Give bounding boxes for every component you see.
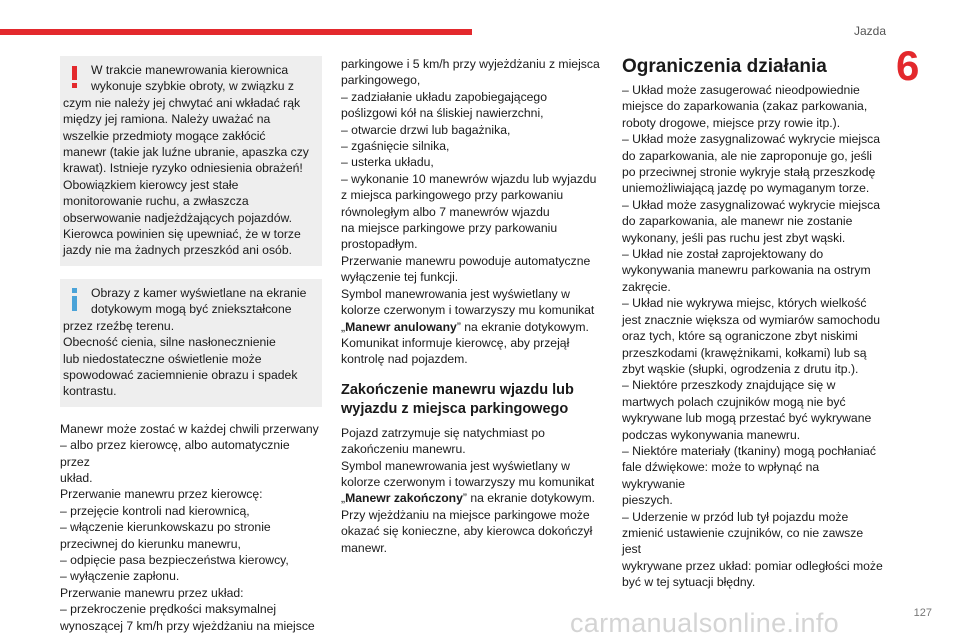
info-text: Obrazy z kamer wyświetlane na ekranie dotykowym mogą być zniekształcone przez rzeźbę terenu. Obecność cienia, silne nasłonecznienie lub niedostateczne oświetlenie może spowodować zaciemnienie obrazu i spadek kontrastu. [63, 285, 307, 399]
message-cancelled: Manewr anulowany [345, 319, 457, 334]
message-cancelled-rest: ” na ekranie dotykowym. Komunikat informuje kierowcę, aby przejął kontrolę nad pojazdem. [341, 319, 589, 367]
subheading-maneuver-end: Zakończenie manewru wjazdu lub wyjazdu z miejsca parkingowego [341, 381, 574, 417]
running-header-title: Jazda [853, 24, 886, 38]
info-icon [63, 285, 85, 315]
chapter-number: 6 [896, 42, 920, 89]
page-number: 127 [913, 607, 932, 619]
column-left [60, 56, 322, 634]
middle-body-part-1 [341, 56, 603, 368]
warning-box [60, 56, 322, 266]
maneuver-interruption-text: Manewr może zostać w każdej chwili przerwany – albo przez kierowcę, albo automatycznie przez układ. Przerwanie manewru przez kierowcę: – przejęcie kontroli nad kierownicą, – włączenie kierunkowskazu po stronie przeciwnej do kierunku manewru, – odpięcie pasa bezpieczeństwa kierowcy, – wyłączenie zapłonu. Przerwanie manewru przez układ: – przekroczenie prędkości maksymalnej wynoszącej 7 km/h przy wjeżdżaniu na miejsce [60, 421, 319, 633]
quote-open-2: „ [341, 491, 346, 506]
message-completed-rest: ” na ekranie dotykowym. Przy wjeżdżaniu na miejsce parkingowe może okazać się konieczne, aby kierowca dokończył manewr. [341, 491, 595, 555]
header-accent-bar [0, 29, 472, 35]
warning-exclamation-icon [63, 62, 85, 92]
message-completed: Manewr zakończony [345, 491, 463, 506]
middle-body-text-1: parkingowe i 5 km/h przy wyjeżdżaniu z miejsca parkingowego, – zadziałanie układu zapobiegającego poślizgowi kół na śliskiej nawierzchni, – otwarcie drzwi lub bagażnika, – zgaśnięcie silnika, – usterka układu, – wykonanie 10 manewrów wjazdu lub wyjazdu z miejsca parkingowego przy parkowaniu równoległym albo 7 manewrów wjazdu na miejsce parkingowe przy parkowaniu prostopadłym. Przerwanie manewru powoduje automatyczne wyłączenie tej funkcji. Symbol manewrowania jest wyświetlany w kolorze czerwonym i towarzyszy mu komunikat [341, 57, 600, 318]
info-box [60, 279, 322, 407]
middle-body-part-2 [341, 425, 603, 556]
watermark: carmanualsonline.info [570, 608, 839, 638]
middle-body-text-2: Pojazd zatrzymuje się natychmiast po zakończeniu manewru. Symbol manewrowania jest wyświetlany w kolorze czerwonym i towarzyszy mu komunikat [341, 425, 595, 489]
warning-text: W trakcie manewrowania kierownica wykonuje szybkie obroty, w związku z czym nie należy jej chwytać ani wkładać rąk między jej ramiona. Należy uważać na wszelkie przedmioty mogące zakłócić manewr (takie jak luźne ubranie, apaszka czy krawat). Istnieje ryzyko odniesienia obrażeń! Obowiązkiem kierowcy jest stałe monitorowanie ruchu, a zwłaszcza obserwowanie nadjeżdżających pojazdów. Kierowca powinien się upewniać, że w torze jazdy nie ma żadnych przeszkód ani osób. [63, 63, 309, 258]
column-middle [341, 56, 603, 556]
limitations-list: – Układ może zasugerować nieodpowiednie miejsce do zaparkowania (zakaz parkowania, roboty drogowe, miejsce przy rowie itp.). – Układ może zasygnalizować wykrycie miejsca do zaparkowania, ale nie zaproponuje go, jeśli po przeciwnej stronie wykryje stałą przeszkodę uniemożliwiającą jazdę po wymaganym torze. – Układ może zasygnalizować wykrycie miejsca do zaparkowania, ale manewr nie zostanie wykonany, jeśli pas ruchu jest zbyt wąski. – Układ nie został zaprojektowany do wykonywania manewru parkowania na ostrym zakręcie. – Układ nie wykrywa miejsc, których wielkość jest znacznie większa od wymiarów samochodu oraz tych, które są ograniczone zbyt niskimi przeszkodami (krawężnikami, kołkami) lub są zbyt wąskie (słupki, ogrodzenia z drutu itp.). – Niektóre przeszkody znajdujące się w martwych polach czujników mogą nie być wykrywane lub mogą przestać być wykrywane podczas wykonywania manewru. – Niektóre materiały (tkaniny) mogą pochłaniać fale dźwiękowe: może to wpłynąć na wykrywanie pieszych. – Uderzenie w przód lub tył pojazdu może zmienić ustawienie czujników, co nie zawsze jest wykrywane przez układ: pomiar odległości może być w tej sytuacji błędny. [622, 83, 883, 590]
column-right [622, 56, 884, 591]
quote-open-1: „ [341, 319, 346, 334]
section-heading-limitations: Ograniczenia działania [622, 56, 827, 77]
